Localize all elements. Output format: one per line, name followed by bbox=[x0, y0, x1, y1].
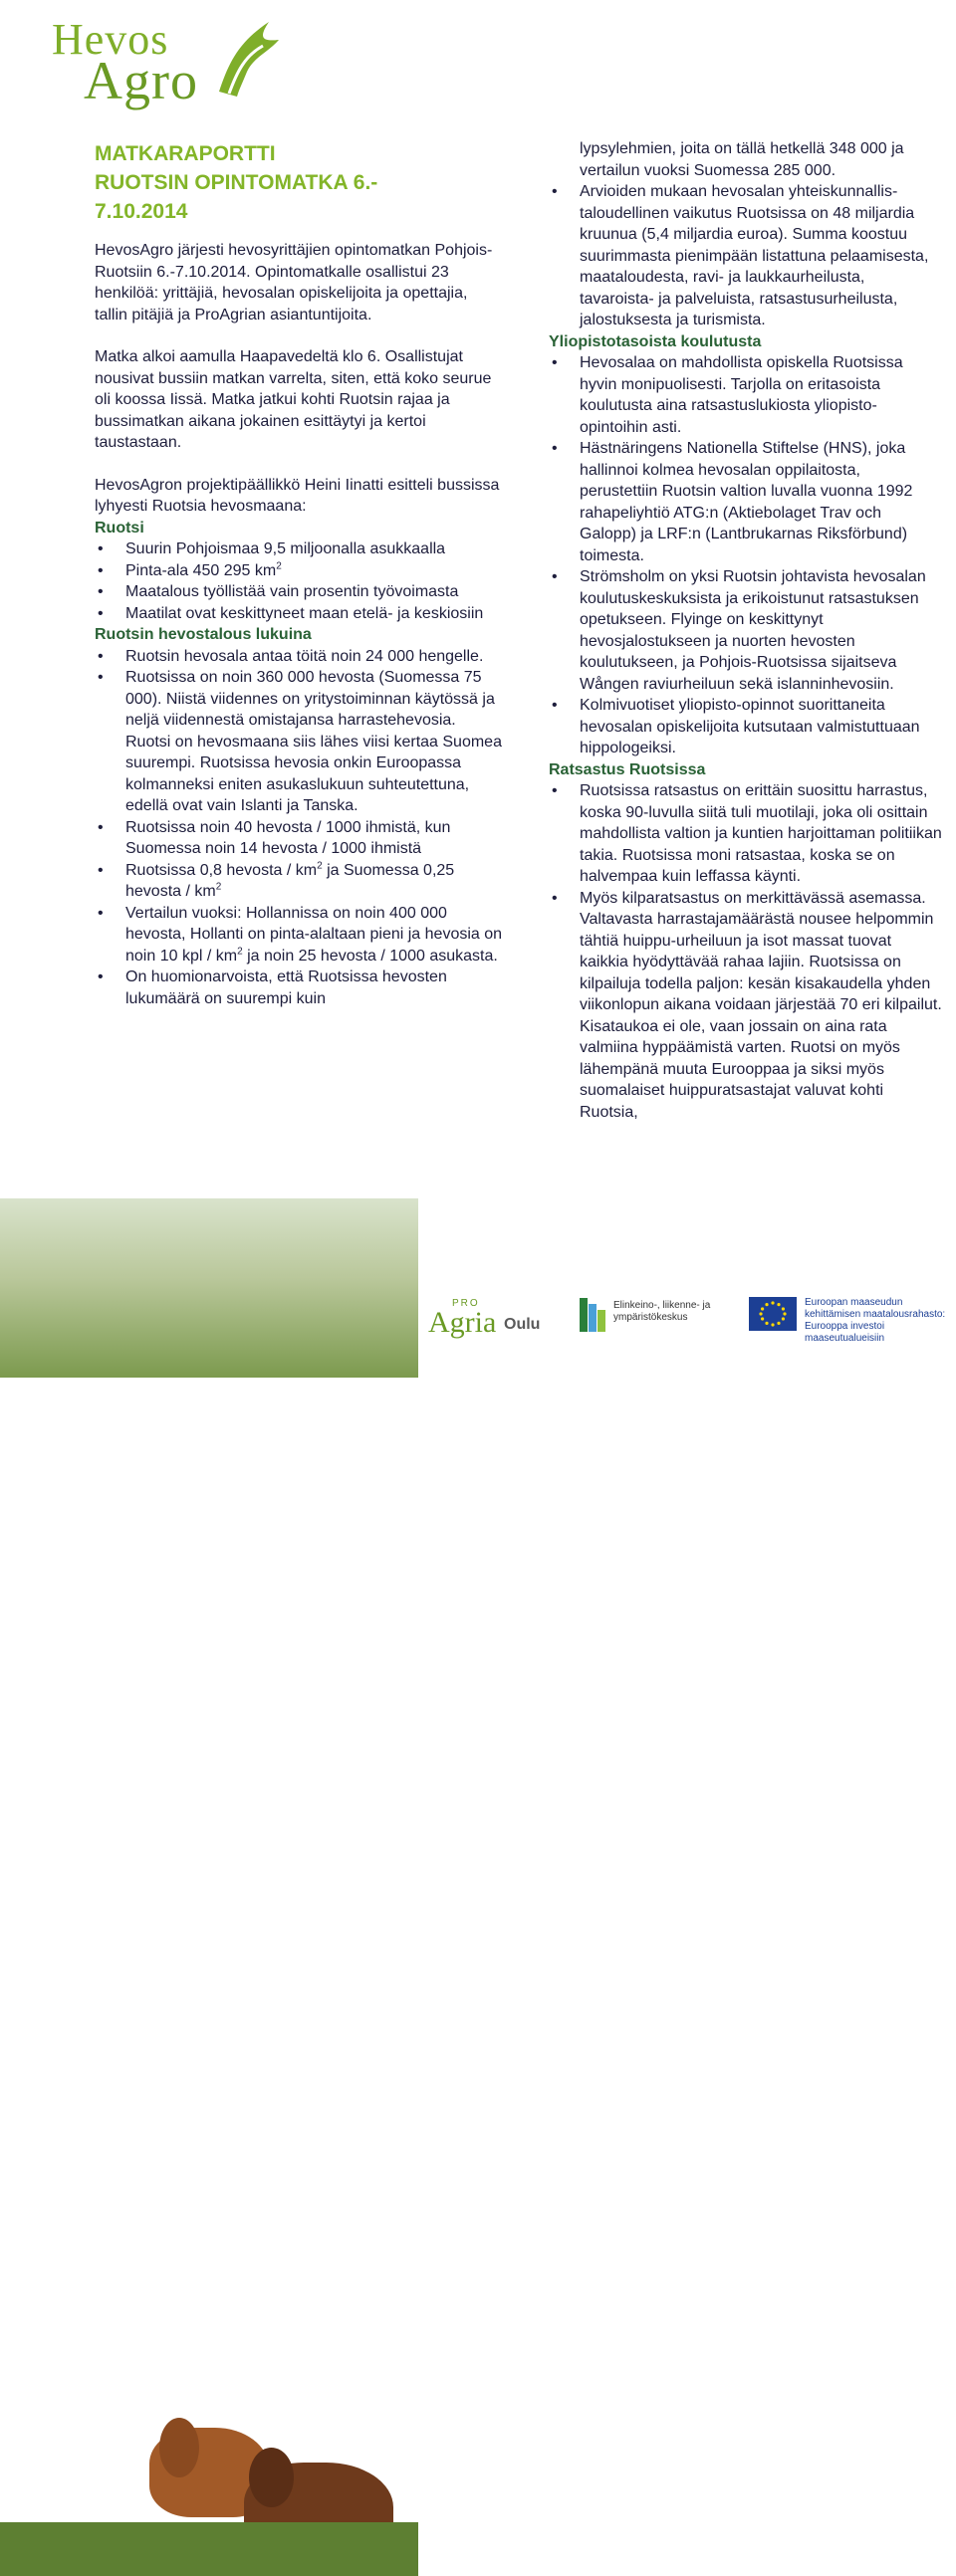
eu-text: Euroopan maaseudun kehittämisen maatalousrahasto: Eurooppa investoi maaseutualueisiin bbox=[805, 1297, 946, 1344]
title-line-1: MATKARAPORTTI bbox=[95, 142, 276, 165]
ely-text: Elinkeino-, liikenne- ja ympäristökeskus bbox=[613, 1300, 711, 1323]
right-column bbox=[549, 138, 942, 1123]
list-item: • Myös kilparatsastus on merkittävässä asemassa. Valtavasta harrastajamäärästä nousee helpommin tähtiä huippu-urheiluun ja isot massat tuovat kaikkia hyödyttävää rahaa lajiin. Ruotsissa on kilpailuja todella paljon: kesän kisakaudella yhden viikonlopun aikana voidaan järjestää 70 eri kilpailut. Kisataukoa ei ole, vaan jossain on aina rata valmiina hyppäämistä varten. Ruotsi on myös lähempänä muuta Eurooppaa ja siksi myös suomalaiset huippuratsastajat valuvat kohti Ruotsia, bbox=[549, 888, 942, 1124]
list-item-text: Ruotsissa 0,8 hevosta / km bbox=[125, 861, 318, 879]
list-item: • Ruotsissa on noin 360 000 hevosta (Suomessa 75 000). Niistä viidennes on yritystoiminnan käytössä ja neljä viidennestä omistajansa harrastehevosia. Ruotsi on hevosmaana siis lähes viisi kertaa Suomea suurempi. Ruotsissa hevosia onkin Euroopassa kolmanneksi eniten asukaslukuun suhteutettuna, edellä ovat vain Islanti ja Tanska. bbox=[95, 667, 503, 817]
list-item: • On huomionarvoista, että Ruotsissa hevosten lukumäärä on suurempi kuin bbox=[95, 966, 503, 1009]
logo-pro-text: PRO bbox=[452, 1298, 480, 1309]
superscript: 2 bbox=[276, 560, 282, 572]
list-item: • Ruotsin hevosala antaa töitä noin 24 000 hengelle. bbox=[95, 646, 503, 668]
hevosagro-logo bbox=[50, 10, 279, 109]
logo-oulu-text: Oulu bbox=[504, 1316, 541, 1333]
economy-list bbox=[549, 181, 942, 331]
grass-area bbox=[0, 2522, 418, 2576]
logo-agria-text: Agria bbox=[428, 1306, 497, 1339]
report-title bbox=[95, 139, 503, 226]
heading-ruotsi: Ruotsi bbox=[95, 519, 144, 537]
list-item: • Suurin Pohjoismaa 9,5 miljoonalla asukkaalla bbox=[95, 538, 503, 560]
education-list bbox=[549, 352, 942, 759]
ruotsi-list bbox=[95, 538, 503, 624]
list-item-text: Pinta-ala 450 295 km bbox=[125, 561, 277, 579]
list-item: • Arvioiden mukaan hevosalan yhteiskunnallis-taloudellinen vaikutus Ruotsissa on 48 miljardia kruunua (5,4 miljardia euroa). Summa koostuu suurimmasta pienimpään listattuna pelaamisesta, maataloudesta, ravi- ja laukkaurheilusta, tavaroista- ja palveluista, ratsastusurheilusta, jalostuksesta ja turismista. bbox=[549, 181, 942, 331]
logo-text-line2: Agro bbox=[84, 51, 198, 110]
list-item-text: ja Suomessa 0,25 hevosta / km bbox=[125, 861, 455, 900]
foal-head-shape bbox=[159, 2418, 199, 2477]
list-item: • Hevosalaa on mahdollista opiskella Ruotsissa hyvin monipuolisesti. Tarjolla on eritasoista koulutusta aina ratsastuslukiosta yliopisto-opintoihin asti. bbox=[549, 352, 942, 438]
eu-flag-icon bbox=[749, 1297, 797, 1331]
riding-list bbox=[549, 780, 942, 1123]
heading-yliopisto: Yliopistotasoista koulutusta bbox=[549, 332, 762, 350]
journey-paragraph: Matka alkoi aamulla Haapavedeltä klo 6. Osallistujat nousivat bussiin matkan varrelta, siten, että koko seurue oli koossa Iissä. Matka jatkui kohti Ruotsin rajaa ja bussimatkan aikana jokainen esittäytyi ja kertoi taustastaan. bbox=[95, 348, 492, 451]
list-item: • Hästnäringens Nationella Stiftelse (HNS), joka hallinnoi kolmea hevosalan oppilaitosta, perustettiin Ruotsin valtion luvalla vuonna 1992 rahapeliyhtiö ATG:n (Aktiebolaget Trav och Galopp) ja LRF:n (Lantbrukarnas Riksförbund) toimesta. bbox=[549, 438, 942, 566]
list-item bbox=[95, 560, 503, 582]
proagria-oulu-logo bbox=[428, 1298, 548, 1348]
horses-photo bbox=[0, 1198, 418, 1378]
continued-list-text: lypsylehmien, joita on tällä hetkellä 348 000 ja vertailun vuoksi Suomessa 285 000. bbox=[580, 140, 904, 179]
list-item: • Kolmivuotiset yliopisto-opinnot suorittaneita hevosalan opiskelijoita kutsutaan valmistuttuaan hippologeiksi. bbox=[549, 695, 942, 759]
list-item: • Ruotsissa ratsastus on erittäin suosittu harrastus, koska 90-luvulla siitä tuli muotilaji, joka oli osittain mahdollista valtion ja kuntien harjoittaman politiikan takia. Ruotsissa moni ratsastaa, koska se on halvempaa kuin leffassa käynti. bbox=[549, 780, 942, 888]
superscript: 2 bbox=[317, 860, 323, 872]
list-item bbox=[95, 903, 503, 967]
ely-keskus-logo bbox=[580, 1294, 749, 1338]
superscript: 2 bbox=[215, 881, 222, 893]
eu-logo bbox=[749, 1295, 956, 1344]
intro-paragraph: HevosAgro järjesti hevosyrittäjien opintomatkan Pohjois-Ruotsiin 6.-7.10.2014. Opintomatkalle osallistui 23 henkilöä: yrittäjiä, hevosalan opiskelijoita ja opettajia, tallin pitäjiä ja ProAgrian asiantuntijoita. bbox=[95, 242, 493, 323]
lukuina-list bbox=[95, 646, 503, 1010]
presentation-paragraph: HevosAgron projektipäällikkö Heini Iinatti esitteli bussissa lyhyesti Ruotsia hevosmaana: bbox=[95, 476, 500, 515]
list-item-text: Vertailun vuoksi: Hollannissa on noin 400 000 hevosta, Hollanti on pinta-alaltaan pieni ja hevosia on noin 10 kpl / km bbox=[125, 904, 503, 965]
superscript: 2 bbox=[237, 946, 243, 958]
horse-head-icon bbox=[199, 12, 289, 102]
heading-ratsastus: Ratsastus Ruotsissa bbox=[549, 760, 706, 778]
list-item: • Maatilat ovat keskittyneet maan etelä- ja keskiosiin bbox=[95, 603, 503, 625]
list-item: • Strömsholm on yksi Ruotsin johtavista hevosalan koulutuskeskuksista ja erikoistunut ratsastuksen opetukseen. Flyinge on keskittynyt hevosjalostukseen ja nuorten hevosten koulutukseen, ja Pohjois-Ruotsissa sijaitseva Wången raviurheiluun sekä islanninhevosiin. bbox=[549, 566, 942, 695]
ely-emblem-icon bbox=[580, 1298, 605, 1332]
list-item: • Maatalous työllistää vain prosentin työvoimasta bbox=[95, 581, 503, 603]
list-item: • Ruotsissa noin 40 hevosta / 1000 ihmistä, kun Suomessa noin 14 hevosta / 1000 ihmistä bbox=[95, 817, 503, 860]
logo-text-line1: Hevos bbox=[52, 15, 169, 64]
list-item bbox=[95, 860, 503, 903]
heading-lukuina: Ruotsin hevostalous lukuina bbox=[95, 626, 312, 643]
list-item-text: ja noin 25 hevosta / 1000 asukasta. bbox=[242, 947, 498, 965]
horse-head-shape bbox=[249, 2448, 294, 2507]
left-column bbox=[95, 139, 503, 1009]
title-line-2: RUOTSIN OPINTOMATKA 6.- bbox=[95, 171, 378, 194]
title-line-3: 7.10.2014 bbox=[95, 200, 188, 223]
